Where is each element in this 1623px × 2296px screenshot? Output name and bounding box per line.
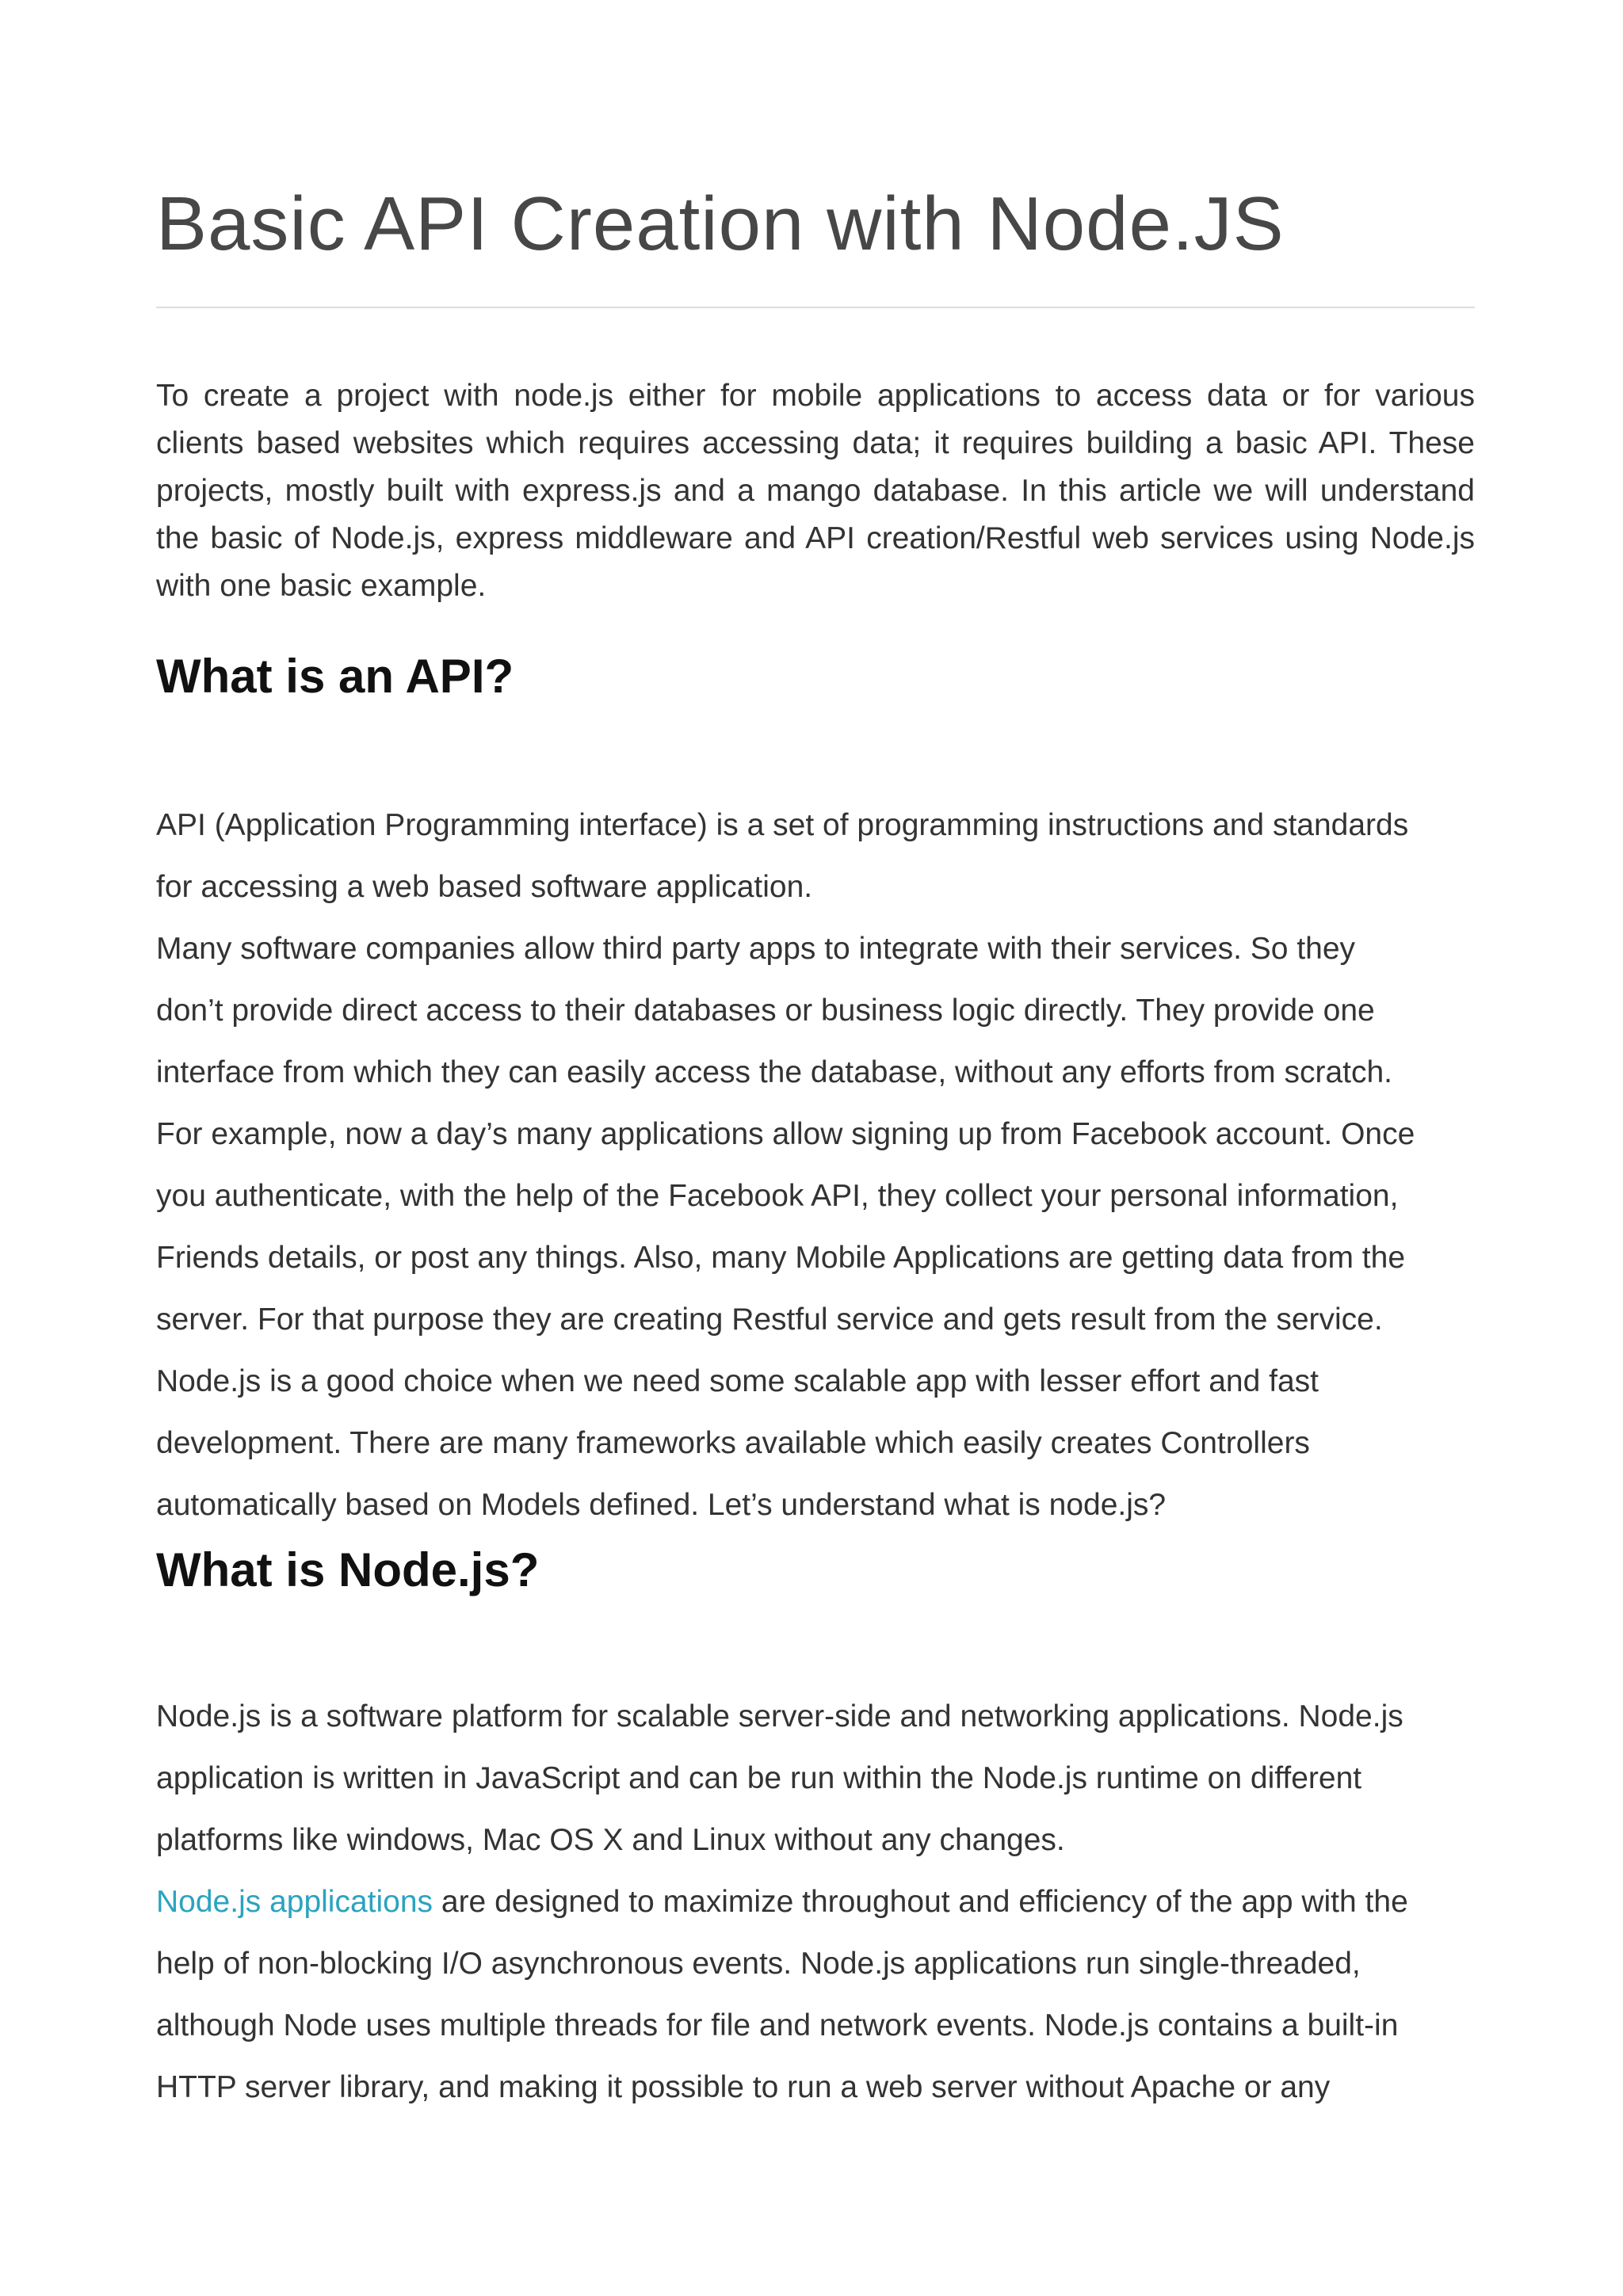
text-line: don’t provide direct access to their databases or business logic directly. They provide one — [156, 994, 1375, 1028]
text-line: Friends details, or post any things. Also, many Mobile Applications are getting data from the — [156, 1241, 1406, 1275]
text-line: server. For that purpose they are creating Restful service and gets result from the service. — [156, 1302, 1383, 1337]
api-section-body — [156, 795, 1503, 1536]
text-line: development. There are many frameworks available which easily creates Controllers — [156, 1426, 1310, 1460]
heading-what-is-api: What is an API? — [156, 650, 514, 703]
title-divider — [156, 307, 1475, 308]
document-title: Basic API Creation with Node.JS — [156, 181, 1285, 266]
text-line: platforms like windows, Mac OS X and Linux without any changes. — [156, 1823, 1065, 1857]
nodejs-section-body — [156, 1686, 1503, 2119]
link-line-rest: are designed to maximize throughout and efficiency of the app with the — [433, 1885, 1408, 1919]
text-line: API (Application Programming interface) is a set of programming instructions and standards — [156, 808, 1409, 842]
heading-what-is-nodejs: What is Node.js? — [156, 1543, 540, 1596]
text-line: you authenticate, with the help of the Facebook API, they collect your personal information, — [156, 1179, 1399, 1213]
text-line: help of non-blocking I/O asynchronous events. Node.js applications run single-threaded, — [156, 1947, 1361, 1981]
text-line: Node.js is a software platform for scalable server-side and networking applications. Node.js — [156, 1699, 1403, 1733]
text-line: HTTP server library, and making it possible to run a web server without Apache or any — [156, 2070, 1331, 2104]
text-line: application is written in JavaScript and can be run within the Node.js runtime on different — [156, 1761, 1362, 1795]
text-line: interface from which they can easily access the database, without any efforts from scratch. — [156, 1055, 1393, 1089]
link-line — [156, 1871, 1503, 1933]
text-line: although Node uses multiple threads for file and network events. Node.js contains a built-in — [156, 2008, 1399, 2042]
text-line: For example, now a day’s many applications allow signing up from Facebook account. Once — [156, 1117, 1415, 1151]
intro-paragraph: To create a project with node.js either for mobile applications to access data or for various clients based websites which requires accessing data; it requires building a basic API. These projects, mostly built with express.js and a mango database. In this article we will understand the basic of Node.js, express middleware and API creation/Restful web services using Node.js with one basic example. — [156, 379, 1475, 603]
nodejs-applications-link[interactable]: Node.js applications — [156, 1885, 433, 1919]
text-line: Many software companies allow third party apps to integrate with their services. So they — [156, 932, 1356, 966]
text-line: for accessing a web based software application. — [156, 870, 813, 904]
text-line: Node.js is a good choice when we need some scalable app with lesser effort and fast — [156, 1364, 1319, 1398]
text-line: automatically based on Models defined. Let’s understand what is node.js? — [156, 1488, 1167, 1522]
